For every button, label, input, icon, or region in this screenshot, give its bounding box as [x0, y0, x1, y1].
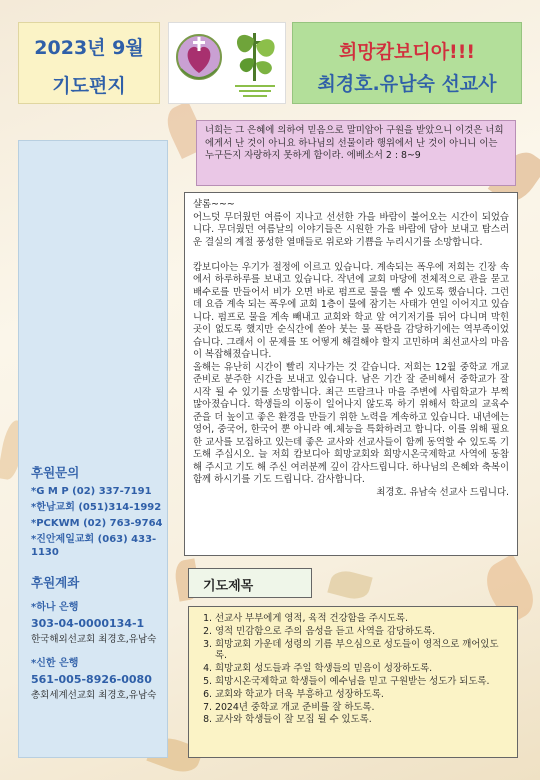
- account-bank: *신한 은행: [31, 658, 79, 669]
- letter-body: [184, 192, 518, 556]
- prayer-item: 6. 교회와 학교가 더욱 부흥하고 성장하도록.: [215, 689, 509, 701]
- contact-heading: 후원문의: [31, 465, 80, 480]
- logo-box: [168, 22, 286, 104]
- account-holder: 한국해외선교회 최경호,유남숙: [31, 634, 157, 645]
- letter-date: 2023년 9월: [34, 37, 144, 59]
- mission-title-box: [292, 22, 522, 104]
- prayer-item: 7. 2024년 중학교 개교 준비를 잘 하도록.: [215, 702, 509, 714]
- school-logo: [227, 27, 283, 101]
- account-bank: *하나 은행: [31, 602, 79, 613]
- letter-paragraph: 올해는 유난히 시간이 빨리 지나가는 것 같습니다. 저희는 12월 중학교 개교 준비로 분주한 시간을 보내고 있습니다. 남은 기간 잘 준비해서 중학교가 잘 시작 될 수 있기를 소망합니다. 최근 뜨람크나 마을 주변에 사립학교가 부쩍 많아졌습니다. 학생들의 이동이 일어나지 않도록 하기 위해서 학교의 교육수준을 더 높이고 좋은 환경을 만들기 위한 노력을 계속하고 있습니다. 내년에는 영어, 중국어, 한국어 뿐 아니라 예.체능을 특화하려고 합니다. 이를 위해 필요한 교사를 모집하고 있는데 좋은 교사와 선교사들이 함께 동역할 수 있도록 기도해 주십시오. 늘 저희 캄보디아 희망교회와 희망시온국제학교 사역에 동참해 주시고 기도 해 주신 여러분께 깊이 감사드립니다. 하나님의 은혜와 축복이 함께 하시기를 기도 드립니다. 감사합니다.: [193, 361, 509, 485]
- prayer-heading: 기도제목: [203, 579, 254, 594]
- contact-gmp: *G M P (02) 337-7191: [31, 486, 152, 497]
- prayer-item: 4. 희망교회 성도들과 주일 학생들의 믿음이 성장하도록.: [215, 663, 509, 675]
- account-number: 303-04-0000134-1: [31, 617, 145, 630]
- hope-church-logo: [173, 29, 225, 93]
- prayer-heading-box: [188, 568, 312, 598]
- letter-type: 기도편지: [52, 75, 126, 97]
- prayer-list-box: [188, 606, 518, 758]
- prayer-item: 2. 영적 민감함으로 주의 음성을 듣고 사역을 감당하도록.: [215, 626, 509, 638]
- contact-pckwm: *PCKWM (02) 763-9764: [31, 518, 163, 529]
- account-number: 561-005-8926-0080: [31, 673, 152, 686]
- prayer-list: [199, 613, 509, 726]
- contact-hannam: *한남교회 (051)314-1992: [31, 502, 162, 513]
- account-heading: 후원계좌: [31, 575, 80, 590]
- missionary-names: 최경호.유남숙 선교사: [317, 73, 497, 95]
- letter-greeting: 샬롬~~~: [193, 199, 235, 210]
- title-box: [18, 22, 160, 104]
- letter-paragraph: 캄보디아는 우기가 절정에 이르고 있습니다. 계속되는 폭우에 저희는 긴장 속에서 하루하루를 보내고 있습니다. 작년에 교회 마당에 전체적으로 관을 묻고 배수로를 만들어서 비가 오면 바로 펌프로 물을 뺄 수 있도록 했습니다. 그런데 요즘 계속 되는 폭우에 교회 1층이 물에 잠기는 사태가 연일 이어지고 있습니다. 펌프로 물을 계속 빼내고 교회와 학교 앞 여기저기를 뒤어 다니며 막힌 곳이 없도록 했지만 순식간에 쏟아 붓는 물 폭탄을 감당하기에는 역부족이었습니다. 그래서 이 문제를 또 어떻게 해결해야 할지 고민하며 최선교사의 마음이 복잡해졌습니다.: [193, 261, 509, 360]
- bible-verse: 너희는 그 은혜에 의하여 믿음으로 말미암아 구원을 받았으니 이것은 너희에게서 난 것이 아니요 하나님의 선물이라 행위에서 난 것이 아니니 이는 누구든지 자랑하지 못하게 함이라. 에베소서 2 : 8~9: [196, 120, 516, 186]
- contact-jinan: *진안제일교회 (063) 433-1130: [31, 534, 157, 558]
- prayer-item: 5. 희망시온국제학교 학생들이 예수님을 믿고 구원받는 성도가 되도록.: [215, 676, 509, 688]
- background-leaf: [327, 567, 372, 602]
- support-sidebar: [18, 140, 168, 758]
- account-holder: 총회세계선교회 최경호,유남숙: [31, 690, 157, 701]
- letter-paragraph: 어느덧 무더웠던 여름이 지나고 선선한 가을 바람이 불어오는 시간이 되었습니다. 무더웠던 여름날의 이야기들은 시원한 가을 바람에 담아 보내고 탐스러운 결실의 계절 풍성한 열매들로 위로와 기쁨을 누리시기를 소망합니다.: [193, 211, 509, 248]
- mission-title: 희망캄보디아!!!: [338, 41, 476, 63]
- letter-signature: 최경호. 유남숙 선교사 드립니다.: [376, 486, 509, 498]
- prayer-item: 1. 선교사 부부에게 영적, 육적 건강함을 주시도록.: [215, 613, 509, 625]
- prayer-item: 3. 희망교회 가운데 성령의 기름 부으심으로 성도들이 영적으로 깨어있도록.: [215, 639, 509, 663]
- prayer-item: 8. 교사와 학생들이 잘 모집 될 수 있도록.: [215, 714, 509, 726]
